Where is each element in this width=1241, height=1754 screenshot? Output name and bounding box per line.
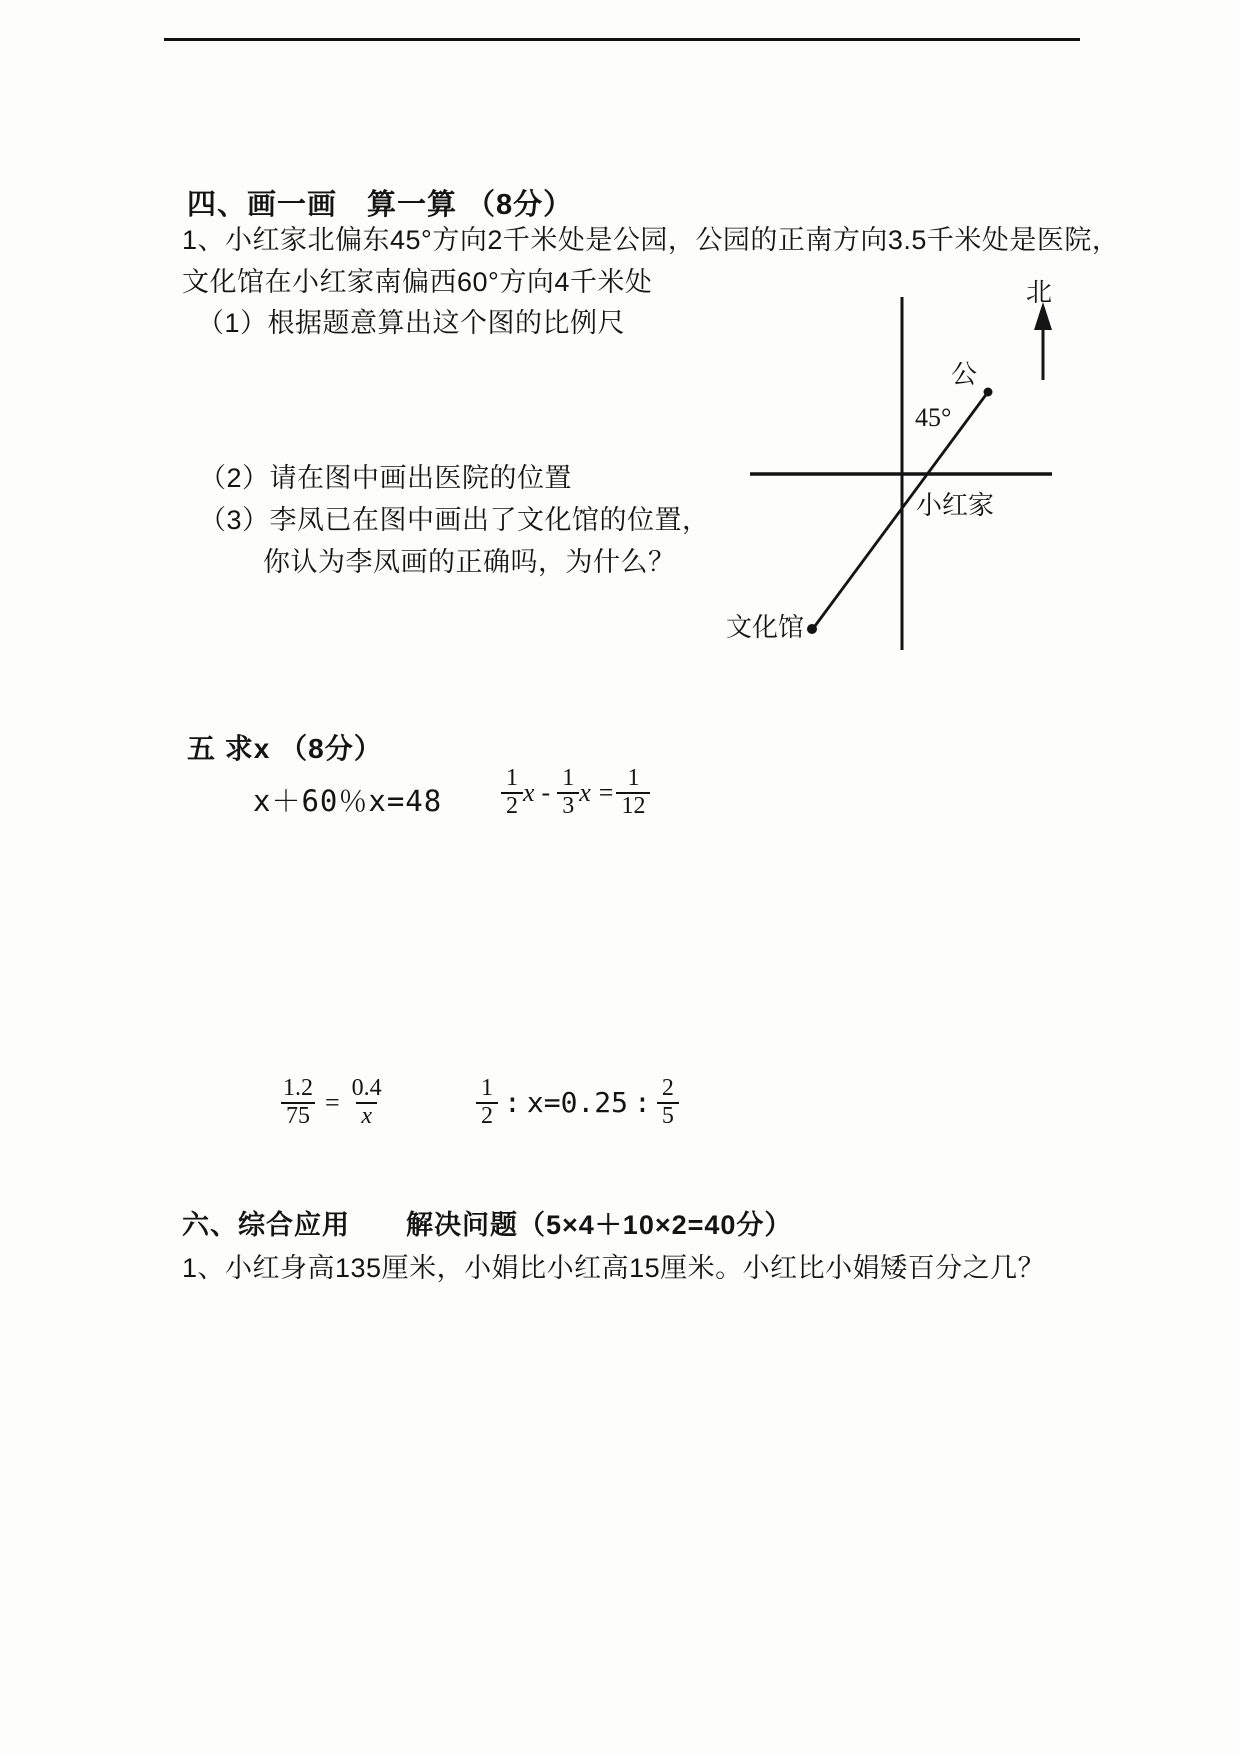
angle-label: 45°: [915, 403, 952, 432]
header-rule: [164, 38, 1080, 41]
culture-hall-label: 文化馆: [726, 612, 805, 642]
direction-diagram: [700, 270, 1080, 662]
park-point: [984, 388, 993, 397]
section4-problem-line1: 1、小红家北偏东45°方向2千米处是公园，公园的正南方向3.5千米处是医院，: [182, 225, 1120, 255]
section4-title: 四、画一画 算一算 （8分）: [187, 189, 574, 221]
fraction: $\frac{1}{12}$: [616, 766, 650, 820]
section4-item-3-line1: （3）李凤已在图中画出了文化馆的位置，: [199, 505, 710, 535]
fraction: $\frac{2}{5}$: [657, 1076, 679, 1130]
section4-item-1: （1）根据题意算出这个图的比例尺: [197, 308, 626, 338]
section6-question-1: 1、小红身高135厘米，小娟比小红高15厘米。小红比小娟矮百分之几？: [182, 1253, 1046, 1283]
north-arrow-icon: [1034, 302, 1052, 380]
north-label: 北: [1026, 277, 1053, 307]
equation-linear: x＋60％x=48: [253, 784, 443, 818]
equation-proportion-1: $\frac{1.2}{75}$ = $\frac{0.4}{x}$: [278, 1076, 387, 1130]
section4-item-2: （2）请在图中画出医院的位置: [199, 463, 573, 493]
equation-fractions: $\frac{1}{2}$ x - $\frac{1}{3}$ x = $\frac{1}{12}$: [501, 766, 650, 820]
home-label: 小红家: [916, 490, 995, 520]
section6-title: 六、综合应用 解决问题（5×4＋10×2=40分）: [182, 1210, 793, 1240]
equation-proportion-2: $\frac{1}{2}$ : x=0.25 : $\frac{2}{5}$: [476, 1076, 679, 1130]
section4-problem-line2: 文化馆在小红家南偏西60°方向4千米处: [182, 267, 653, 297]
fraction: $\frac{0.4}{x}$: [351, 1075, 382, 1129]
park-label: 公: [951, 359, 978, 389]
section5-title: 五 求x （8分）: [187, 733, 383, 764]
section4-item-3-line2: 你认为李凤画的正确吗，为什么？: [263, 547, 676, 577]
fraction: $\frac{1.2}{75}$: [283, 1075, 313, 1129]
fraction: $\frac{1}{2}$: [501, 766, 523, 820]
fraction: $\frac{1}{2}$: [476, 1076, 498, 1130]
fraction: $\frac{1}{3}$: [557, 766, 579, 820]
culture-hall-point: [807, 624, 817, 634]
